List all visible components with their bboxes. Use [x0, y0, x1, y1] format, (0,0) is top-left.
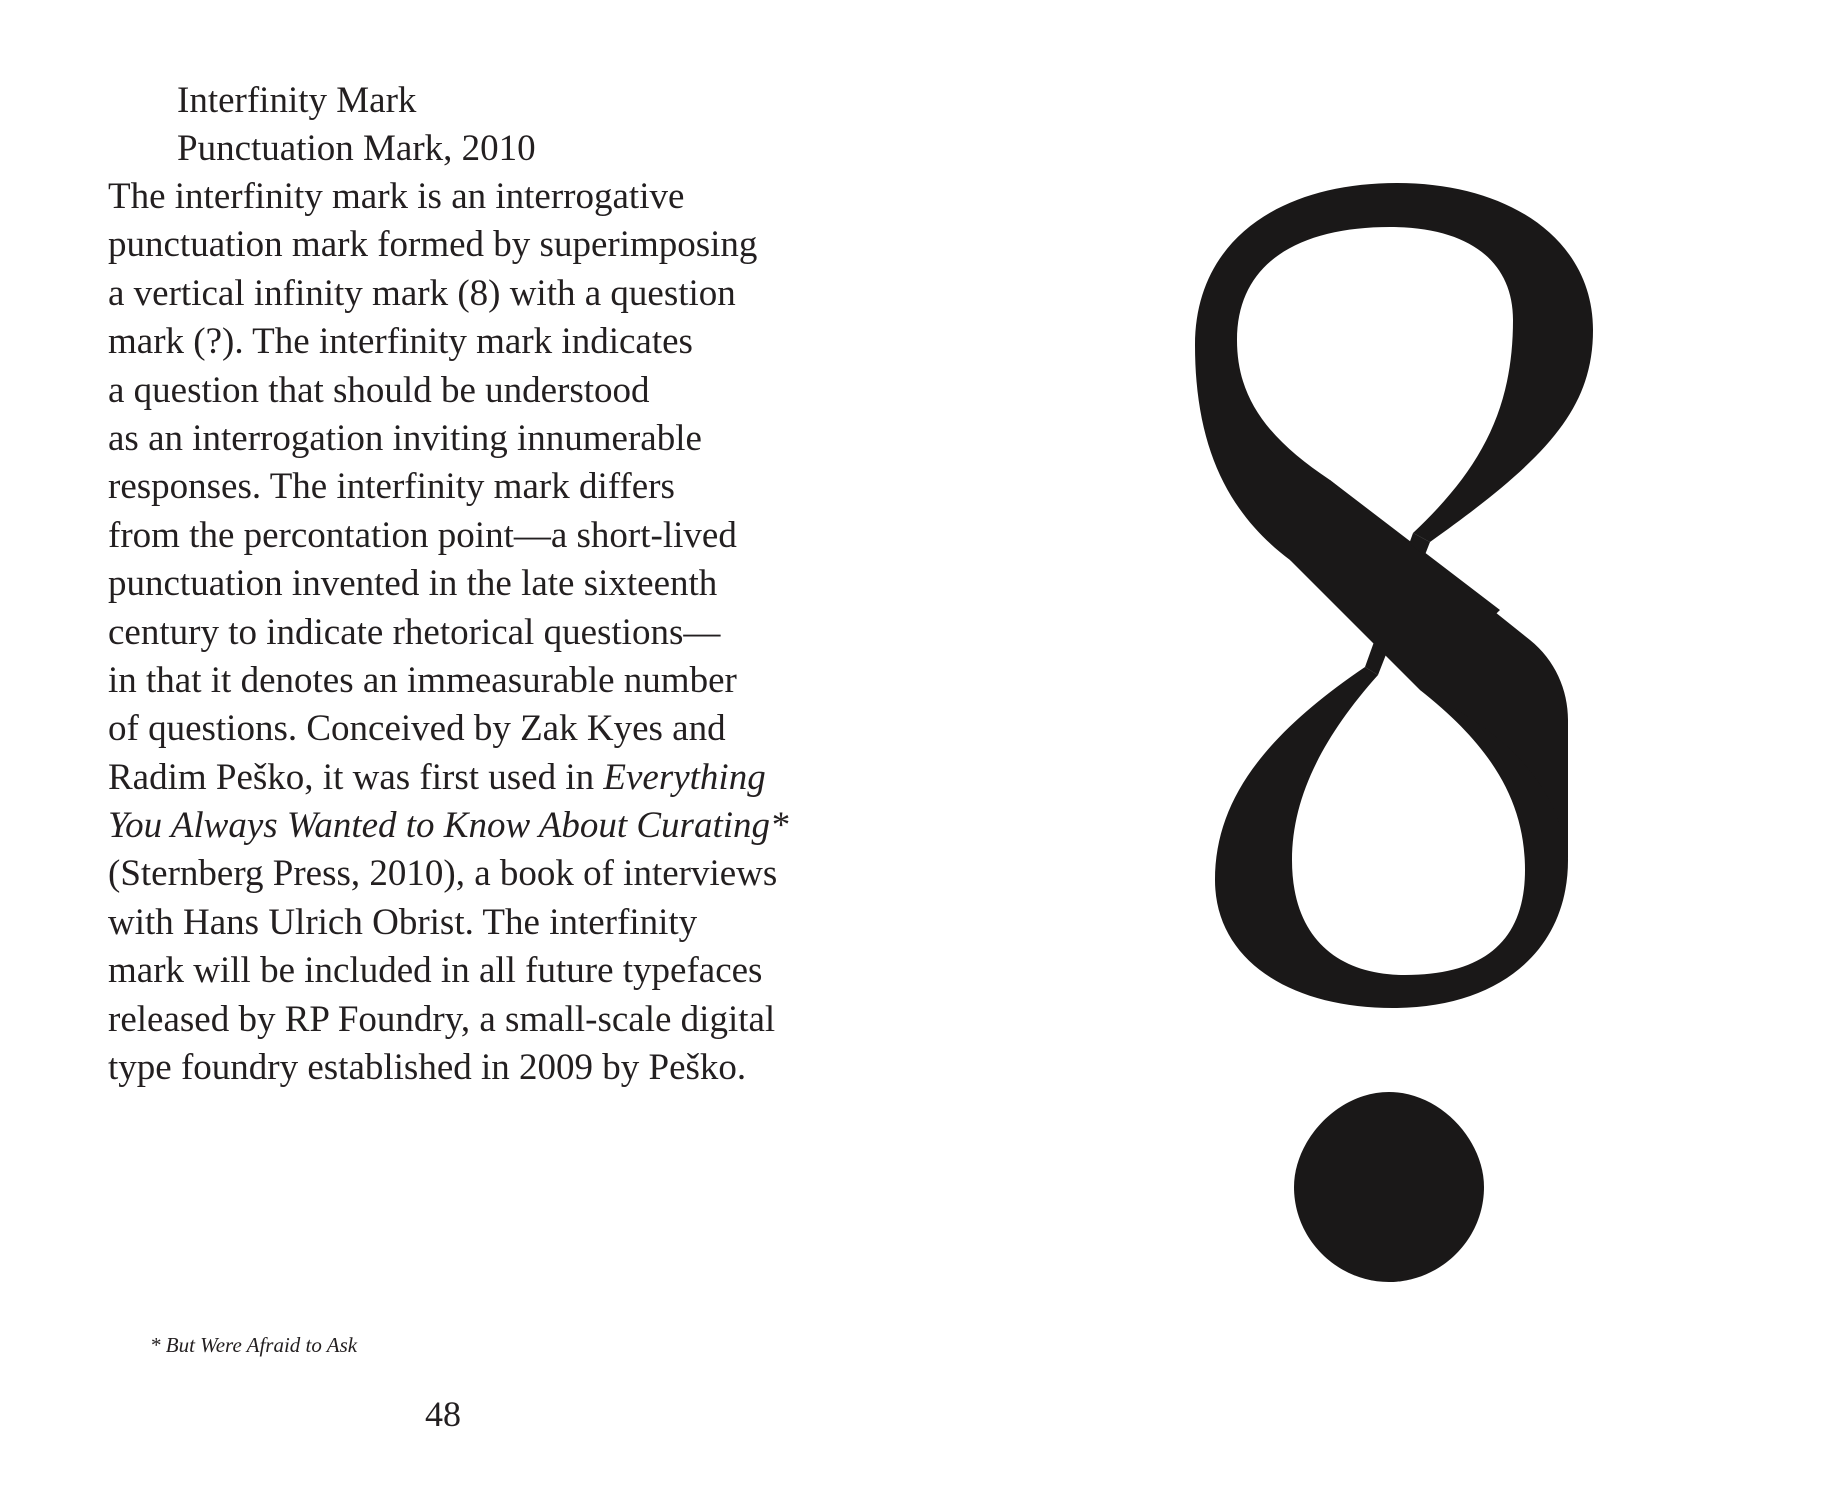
question-dot — [1294, 1092, 1484, 1282]
body-line: responses. The interfinity mark differs — [108, 466, 675, 508]
body-line: The interfinity mark is an interrogative — [108, 176, 685, 217]
body-line: punctuation invented in the late sixteenth — [108, 563, 718, 605]
entry-title: Interfinity Mark — [177, 80, 417, 121]
body-line: mark will be included in all future typefaces — [108, 950, 763, 992]
body-line: as an interrogation inviting innumerable — [108, 417, 702, 459]
page-number: 48 — [425, 1394, 461, 1434]
body-line: type foundry established in 2009 by Peško. — [108, 1047, 747, 1089]
entry-subtitle: Punctuation Mark, 2010 — [177, 128, 536, 169]
body-line: (Sternberg Press, 2010), a book of interviews — [108, 853, 778, 895]
body-line: a question that should be understood — [108, 369, 650, 411]
footnote: * But Were Afraid to Ask — [150, 1333, 358, 1357]
body-line-text: Radim Peško, it was first used in — [108, 756, 604, 798]
body-line: of questions. Conceived by Zak Kyes and — [108, 708, 726, 750]
body-line: in that it denotes an immeasurable number — [108, 659, 737, 701]
body-line: with Hans Ulrich Obrist. The interfinity — [108, 901, 698, 943]
book-title-italic: Everything — [603, 756, 766, 798]
body-line: punctuation mark formed by superimposing — [108, 224, 758, 266]
body-line: century to indicate rhetorical questions— — [108, 611, 721, 653]
body-line: mark (?). The interfinity mark indicates — [108, 321, 693, 363]
body-line: a vertical infinity mark (8) with a question — [108, 272, 736, 314]
book-title-italic: You Always Wanted to Know About Curating* — [108, 805, 789, 847]
body-line: from the percontation point—a short-lived — [108, 514, 737, 556]
body-line: released by RP Foundry, a small-scale digital — [108, 998, 776, 1040]
